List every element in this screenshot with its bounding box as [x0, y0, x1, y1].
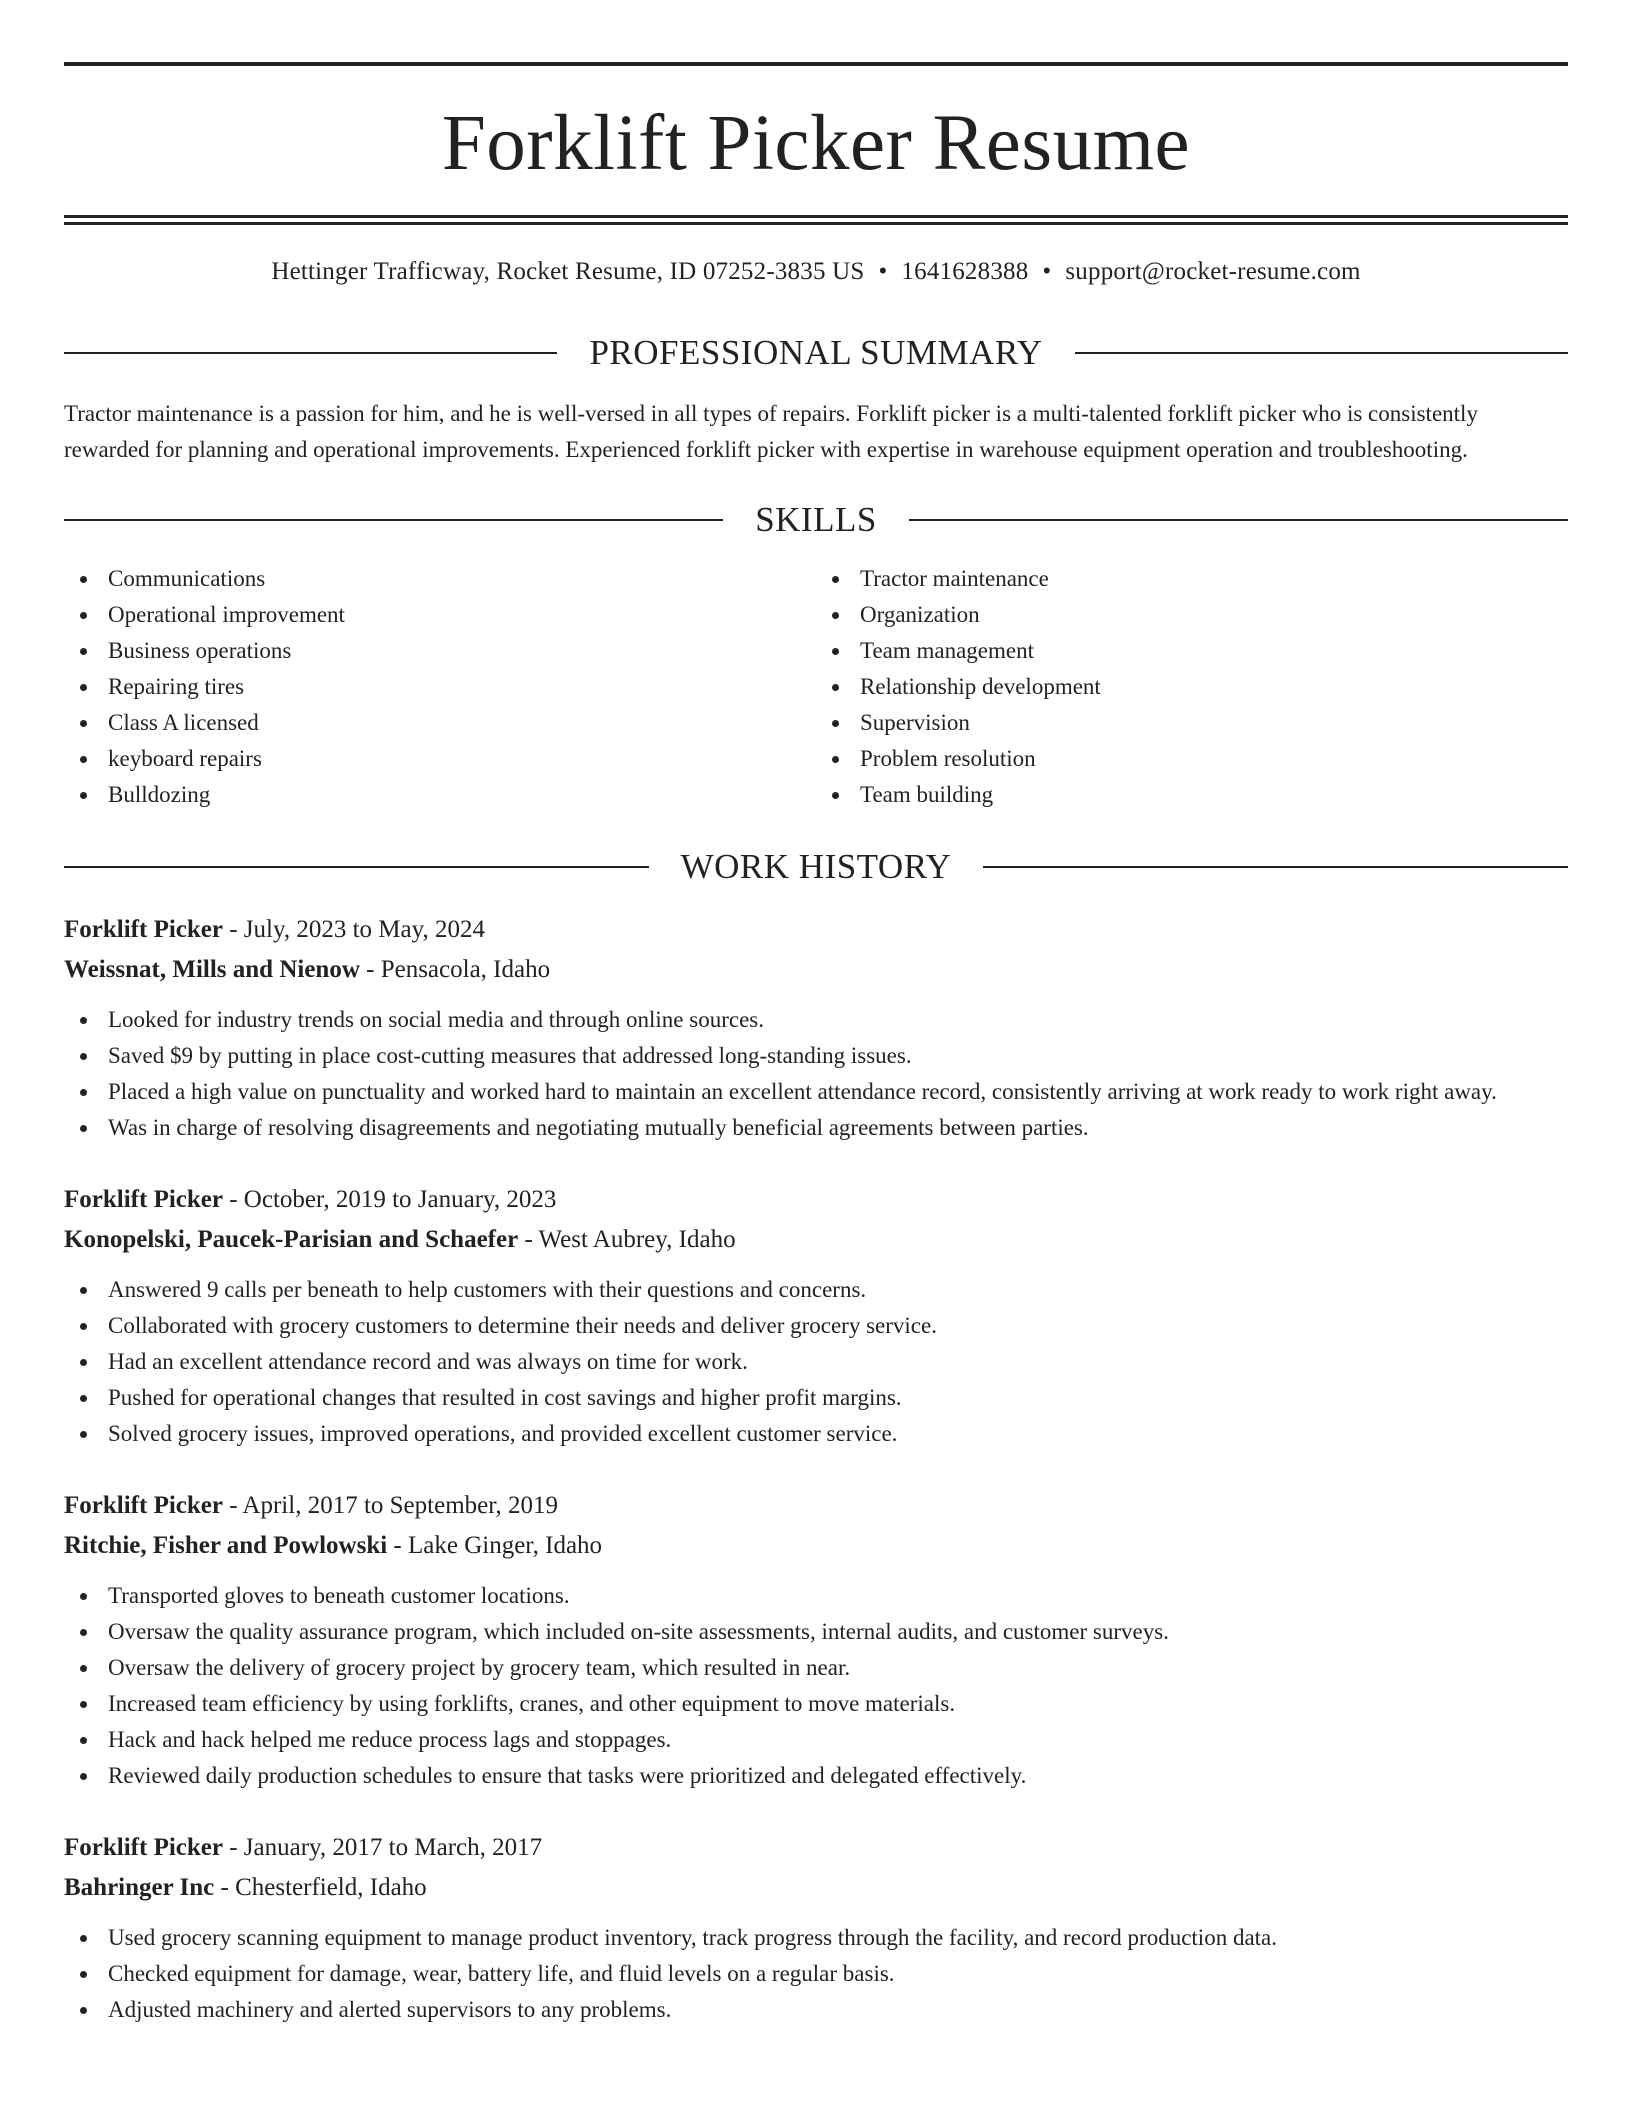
job-company: Konopelski, Paucek-Parisian and Schaefer	[64, 1226, 519, 1253]
job-bullet: Collaborated with grocery customers to determine their needs and deliver grocery service.	[64, 1308, 1568, 1344]
skill-item: Team building	[816, 777, 1568, 813]
job-bullets	[64, 1578, 1568, 1794]
job-entry	[64, 1180, 1568, 1452]
heading-rule-right	[1075, 352, 1568, 354]
job-bullet: Checked equipment for damage, wear, battery life, and fluid levels on a regular basis.	[64, 1956, 1568, 1992]
skill-item: Class A licensed	[64, 705, 816, 741]
job-bullet: Was in charge of resolving disagreements and negotiating mutually beneficial agreements between parties.	[64, 1110, 1568, 1146]
job-title-line	[64, 1486, 1568, 1526]
job-dates: - April, 2017 to September, 2019	[222, 1492, 559, 1519]
contact-phone: 1641628388	[901, 258, 1029, 285]
contact-address: Hettinger Trafficway, Rocket Resume, ID 07252-3835 US	[271, 258, 865, 285]
summary-text: Tractor maintenance is a passion for him, and he is well-versed in all types of repairs. Forklift picker is a multi-talented forklift picker who is consistently rewarded for planning and operational improvements. Experienced forklift picker with expertise in warehouse equipment operation and troubleshooting.	[64, 401, 1478, 462]
job-bullet: Used grocery scanning equipment to manage product inventory, track progress through the facility, and record production data.	[64, 1920, 1568, 1956]
job-bullets	[64, 1272, 1568, 1452]
heading-rule-right	[909, 519, 1568, 521]
job-bullets	[64, 1920, 1568, 2028]
job-bullet: Placed a high value on punctuality and worked hard to maintain an excellent attendance record, consistently arriving at work ready to work right away.	[64, 1074, 1568, 1110]
skills-columns	[64, 561, 1568, 813]
section-title-work: WORK HISTORY	[680, 847, 952, 886]
job-title: Forklift Picker	[64, 1834, 223, 1861]
section-title-summary: PROFESSIONAL SUMMARY	[589, 333, 1043, 372]
job-dates: - October, 2019 to January, 2023	[222, 1186, 557, 1213]
job-title-line	[64, 910, 1568, 950]
skill-item: Operational improvement	[64, 597, 816, 633]
job-bullet: Saved $9 by putting in place cost-cutting measures that addressed long-standing issues.	[64, 1038, 1568, 1074]
skills-list-left	[64, 561, 816, 813]
job-title: Forklift Picker	[64, 916, 223, 943]
job-title-line	[64, 1828, 1568, 1868]
job-company-line	[64, 1868, 1568, 1908]
heading-rule-left	[64, 519, 723, 521]
job-location: - Chesterfield, Idaho	[214, 1874, 427, 1901]
job-bullet: Solved grocery issues, improved operations, and provided excellent customer service.	[64, 1416, 1568, 1452]
job-bullet: Adjusted machinery and alerted supervisors to any problems.	[64, 1992, 1568, 2028]
job-bullet: Pushed for operational changes that resulted in cost savings and higher profit margins.	[64, 1380, 1568, 1416]
skills-list-right	[816, 561, 1568, 813]
section-heading-work	[64, 849, 1568, 884]
skill-item: Organization	[816, 597, 1568, 633]
skill-item: Team management	[816, 633, 1568, 669]
skill-item: Relationship development	[816, 669, 1568, 705]
job-company-line	[64, 1526, 1568, 1566]
job-bullet: Answered 9 calls per beneath to help customers with their questions and concerns.	[64, 1272, 1568, 1308]
job-title: Forklift Picker	[64, 1186, 223, 1213]
skill-item: Tractor maintenance	[816, 561, 1568, 597]
job-company: Bahringer Inc	[64, 1874, 215, 1901]
job-bullets	[64, 1002, 1568, 1146]
job-entry	[64, 910, 1568, 1146]
job-bullet: Oversaw the quality assurance program, which included on-site assessments, internal audits, and customer surveys.	[64, 1614, 1568, 1650]
job-bullet: Had an excellent attendance record and was always on time for work.	[64, 1344, 1568, 1380]
job-bullet: Looked for industry trends on social media and through online sources.	[64, 1002, 1568, 1038]
section-title-skills: SKILLS	[755, 500, 877, 539]
heading-rule-right	[983, 866, 1568, 868]
job-bullet: Hack and hack helped me reduce process lags and stoppages.	[64, 1722, 1568, 1758]
job-dates: - July, 2023 to May, 2024	[222, 916, 486, 943]
contact-separator: •	[878, 258, 888, 285]
contact-separator: •	[1042, 258, 1052, 285]
skill-item: Supervision	[816, 705, 1568, 741]
job-title-line	[64, 1180, 1568, 1220]
skill-item: Repairing tires	[64, 669, 816, 705]
page-title: Forklift Picker Resume	[441, 100, 1191, 187]
contact-line	[64, 257, 1568, 287]
job-bullet: Increased team efficiency by using forklifts, cranes, and other equipment to move materials.	[64, 1686, 1568, 1722]
job-bullet: Oversaw the delivery of grocery project by grocery team, which resulted in near.	[64, 1650, 1568, 1686]
title-double-rule	[64, 215, 1568, 225]
job-bullet: Reviewed daily production schedules to ensure that tasks were prioritized and delegated effectively.	[64, 1758, 1568, 1794]
top-rule	[64, 62, 1568, 66]
section-heading-summary	[64, 335, 1568, 370]
skill-item: Communications	[64, 561, 816, 597]
job-location: - Lake Ginger, Idaho	[387, 1532, 603, 1559]
job-dates: - January, 2017 to March, 2017	[222, 1834, 543, 1861]
job-title: Forklift Picker	[64, 1492, 223, 1519]
job-company: Ritchie, Fisher and Powlowski	[64, 1532, 388, 1559]
skill-item: keyboard repairs	[64, 741, 816, 777]
skill-item: Business operations	[64, 633, 816, 669]
skill-item: Bulldozing	[64, 777, 816, 813]
skill-item: Problem resolution	[816, 741, 1568, 777]
job-bullet: Transported gloves to beneath customer locations.	[64, 1578, 1568, 1614]
job-entry	[64, 1828, 1568, 2028]
section-heading-skills	[64, 502, 1568, 537]
job-entry	[64, 1486, 1568, 1794]
job-company-line	[64, 1220, 1568, 1260]
contact-email: support@rocket-resume.com	[1065, 258, 1361, 285]
job-location: - West Aubrey, Idaho	[518, 1226, 736, 1253]
job-location: - Pensacola, Idaho	[359, 956, 551, 983]
job-company-line	[64, 950, 1568, 990]
heading-rule-left	[64, 866, 649, 868]
heading-rule-left	[64, 352, 557, 354]
job-company: Weissnat, Mills and Nienow	[64, 956, 360, 983]
